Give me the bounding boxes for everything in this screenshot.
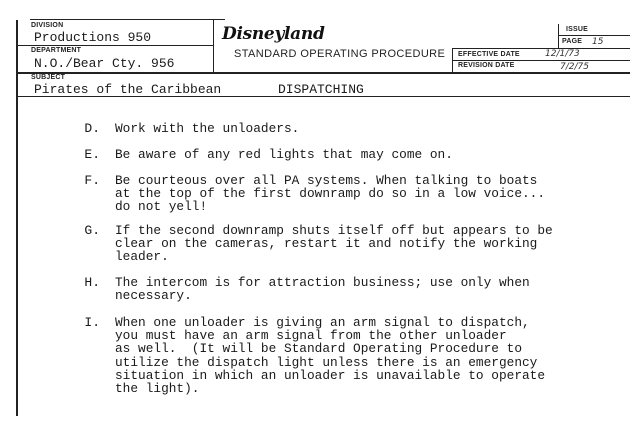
division-label: DIVISION (31, 22, 64, 29)
page-label: PAGE (562, 38, 583, 45)
dates-top-rule (452, 48, 630, 49)
department-value: N.O./Bear Cty. 956 (34, 56, 175, 71)
subject-attraction: Pirates of the Caribbean (34, 82, 222, 97)
department-label: DEPARTMENT (31, 47, 82, 54)
revision-date-value: 7/2/75 (560, 62, 589, 72)
issue-rule (558, 35, 630, 36)
department-bottom-rule (17, 72, 630, 74)
item-letter: D. (84, 121, 100, 136)
item-text: When one unloader is giving an arm signal to dispatch, you must have an arm signal from the other unloader as well. (It will be Standard Operating Procedure to utilize the dispatch light unless there is an emergency situation in which an unloader is unavailable to operate the light). (115, 315, 546, 397)
division-bottom-rule (17, 45, 213, 46)
item-text: Be aware of any red lights that may come on. (115, 147, 453, 162)
item-text: The intercom is for attraction business; use only when necessary. (115, 275, 530, 304)
item-letter: G. (84, 223, 100, 238)
subject-label: SUBJECT (31, 74, 66, 81)
logo-left-rule (213, 20, 214, 72)
header-left-border (16, 20, 18, 416)
page-value: 15 (592, 37, 604, 47)
division-value: Productions 950 (34, 30, 152, 45)
dates-middle-rule (452, 60, 630, 61)
disneyland-logo: Disneyland (222, 24, 325, 44)
issue-left-rule (558, 24, 559, 48)
header-top-border (30, 19, 225, 20)
item-letter: I. (84, 315, 100, 330)
item-letter: H. (84, 275, 100, 290)
revision-date-label: REVISION DATE (458, 62, 515, 69)
effective-date-label: EFFECTIVE DATE (458, 51, 520, 58)
effective-date-value: 12/1/73 (545, 49, 580, 59)
item-text: If the second downramp shuts itself off but appears to be clear on the cameras, restart it and notify the working leader. (115, 223, 553, 265)
form-title: STANDARD OPERATING PROCEDURE (234, 48, 446, 60)
item-text: Be courteous over all PA systems. When talking to boats at the top of the first downramp do so in a low voice... do not yell! (115, 173, 546, 215)
issue-label: ISSUE (566, 26, 589, 33)
item-text: Work with the unloaders. (115, 121, 300, 136)
subject-topic: DISPATCHING (278, 82, 364, 97)
item-letter: F. (84, 173, 100, 188)
item-letter: E. (84, 147, 100, 162)
